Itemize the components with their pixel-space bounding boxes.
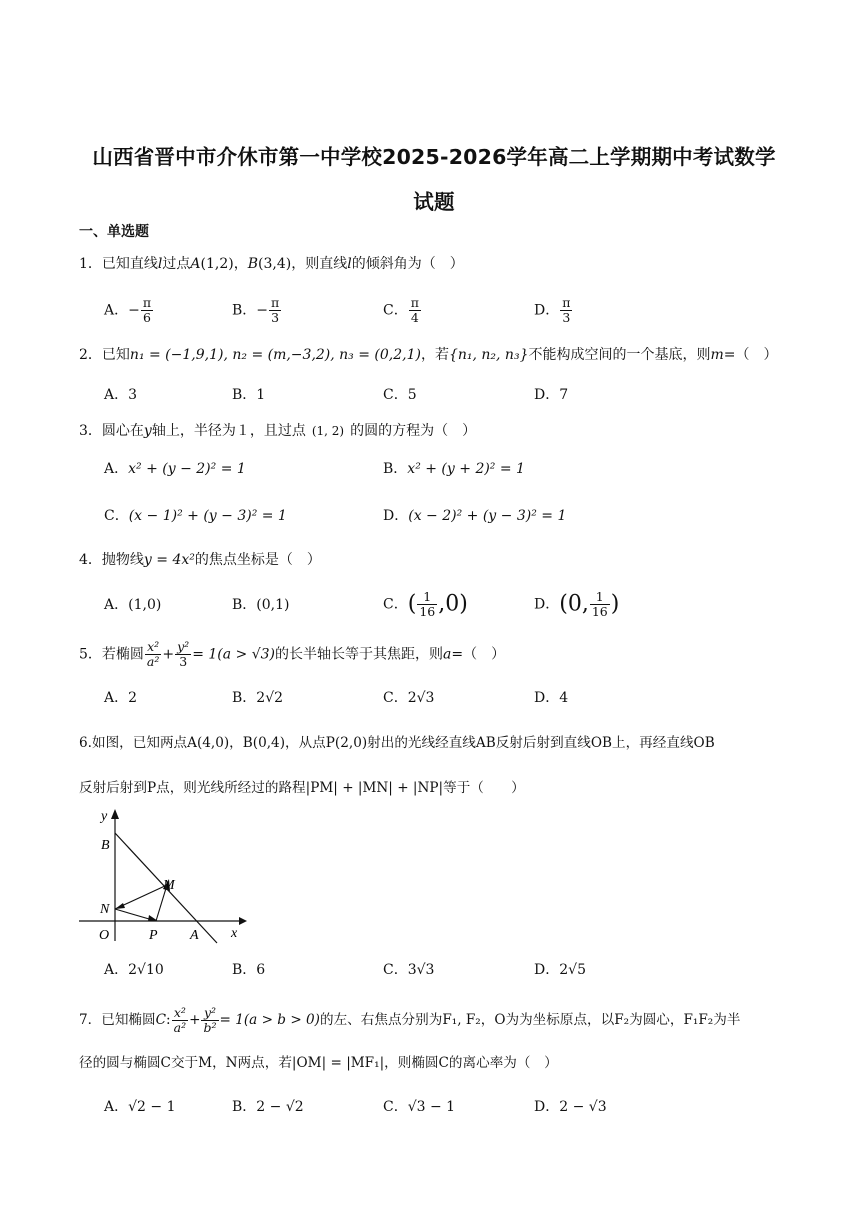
q7-option-a[interactable] [104, 1097, 176, 1117]
paren: ) [610, 591, 620, 617]
q5-option-d[interactable] [534, 688, 568, 708]
q5-text: =（ ） [451, 646, 506, 663]
question-5: 5．若椭圆 $\frac{\text{x²}}{\text{a²}}$ + $\frac{\text{y²}}{3}$ = 1(a > √3)的长半轴长等于其焦距，则a=（ ） [79, 639, 506, 669]
q1-option-d[interactable] [534, 296, 573, 325]
option-label: A． [104, 461, 129, 477]
denominator: 16 [419, 604, 436, 619]
option-sign: − [256, 302, 269, 319]
denominator: 4 [410, 310, 419, 325]
option-fraction [590, 590, 610, 619]
option-label: B． [232, 1099, 257, 1115]
option-label: C． [383, 387, 408, 403]
q4-text: 抛物线 [101, 552, 144, 568]
option-label: C． [383, 302, 408, 319]
q6-diagram [79, 805, 259, 945]
q7-option-d[interactable] [534, 1097, 607, 1117]
q4-option-a[interactable] [104, 595, 161, 615]
option-value: 2√5 [559, 962, 586, 978]
denominator: a² [173, 1020, 187, 1035]
q3-number: 3． [79, 423, 102, 439]
numerator: y² [177, 639, 190, 654]
q4-equation: y = 4x² [143, 552, 195, 568]
q3-option-a[interactable] [104, 459, 246, 479]
numerator: x² [145, 640, 161, 655]
denominator: a² [146, 654, 160, 669]
q6-number: 6. [79, 735, 92, 751]
question-6-line1 [79, 733, 715, 753]
q2-option-d[interactable] [534, 385, 568, 405]
option-value: (1,0) [128, 597, 162, 613]
option-label: D． [534, 1099, 560, 1115]
denominator: 6 [142, 310, 151, 325]
label-y: y [101, 809, 108, 824]
q6-option-b[interactable] [232, 960, 265, 980]
option-value: 2 − √2 [256, 1099, 304, 1115]
q2-option-c[interactable] [383, 385, 417, 405]
option-value: √2 − 1 [128, 1099, 176, 1115]
q1-var: l [347, 256, 352, 272]
q5-text: 的长半轴长等于其焦距，则 [275, 646, 444, 663]
q3-option-c[interactable] [104, 506, 287, 526]
option-value: √3 − 1 [407, 1099, 456, 1115]
numerator: π [142, 295, 152, 310]
label-p: P [149, 928, 158, 943]
option-value: 2√3 [407, 690, 435, 706]
option-fraction [417, 590, 437, 619]
q1-coord: (1,2) [200, 256, 234, 272]
q1-var: l [157, 256, 163, 272]
q5-option-c[interactable] [383, 688, 434, 708]
q5-frac-x [145, 640, 161, 669]
option-fraction [409, 296, 421, 325]
q2-text: 不能构成空间的一个基底，则 [528, 347, 711, 363]
q5-option-b[interactable] [232, 688, 283, 708]
q2-text: 已知 [101, 347, 130, 363]
option-value: 2 [128, 690, 138, 706]
option-label: B． [232, 302, 257, 319]
label-b: B [101, 838, 110, 853]
q3-text: 轴上，半径为１，且过点 [151, 423, 306, 439]
option-label: B． [232, 597, 257, 613]
option-value: 2 − √3 [559, 1099, 607, 1115]
question-3 [79, 421, 476, 441]
q5-number: 5． [79, 646, 102, 663]
q7-frac-x [172, 1006, 188, 1035]
q7-option-b[interactable] [232, 1097, 304, 1117]
option-label: B． [232, 690, 257, 706]
option-value: (x − 1)² + (y − 3)² = 1 [128, 508, 287, 524]
q7-option-c[interactable] [383, 1097, 455, 1117]
q6-option-d[interactable] [534, 960, 586, 980]
question-7-line2: 径的圆与椭圆C交于M，N两点，若|OM| = |MF₁|，则椭圆C的离心率为（ ） [79, 1055, 558, 1071]
question-1 [79, 254, 464, 274]
label-o: O [99, 928, 110, 943]
x-axis-arrow [239, 917, 247, 925]
option-label: C． [383, 690, 408, 706]
option-sign: − [128, 302, 140, 319]
q7-text: 已知椭圆 [101, 1012, 156, 1028]
numerator: x² [172, 1006, 188, 1021]
y-axis-arrow [111, 809, 119, 819]
option-value: 5 [407, 387, 417, 403]
q4-number: 4． [79, 552, 102, 568]
option-fraction [141, 296, 153, 325]
numerator: y² [201, 1006, 218, 1021]
option-label: A． [104, 962, 129, 978]
label-m: M [163, 878, 175, 893]
q5-text: 若椭圆 [101, 646, 144, 663]
option-label: A． [104, 597, 129, 613]
option-value: (0,1) [256, 597, 290, 613]
option-value: 4 [559, 690, 569, 706]
q4-option-b[interactable] [232, 595, 290, 615]
section-heading: 一、单选题 [79, 224, 149, 240]
q7-number: 7． [79, 1012, 102, 1028]
label-x: x [231, 926, 238, 941]
q1-text: 过点 [162, 256, 191, 272]
exam-title-line2: 试题 [413, 190, 455, 214]
q6-option-c[interactable] [383, 960, 434, 980]
q3-option-b[interactable] [383, 459, 525, 479]
denominator: b² [203, 1020, 217, 1035]
option-label: C． [383, 962, 408, 978]
exam-title-line1: 山西省晋中市介休市第一中学校2025-2026学年高二上学期期中考试数学 [92, 145, 776, 169]
q1-option-b[interactable] [232, 296, 282, 325]
question-6-line2: 反射后射到P点，则光线所经过的路程|PM| + |MN| + |NP|等于（ ） [79, 780, 525, 796]
numerator: π [271, 295, 280, 310]
option-label: B． [383, 461, 408, 477]
label-n: N [100, 902, 110, 917]
q5-condition: = 1(a > √3) [192, 646, 276, 663]
option-value: 7 [559, 387, 569, 403]
option-label: A． [104, 302, 129, 319]
q5-option-a[interactable] [104, 688, 137, 708]
q6-text: 如图，已知两点A(4,0)，B(0,4)，从点P(2,0)射出的光线经直线AB反射后射到直线OB上，再经直线OB [91, 735, 715, 751]
option-value: 6 [256, 962, 266, 978]
label-a: A [190, 928, 199, 943]
denominator: 3 [271, 310, 280, 325]
q2-vector-set: {n₁, n₂, n₃} [448, 347, 529, 363]
q1-text: 的倾斜角为（ ） [351, 256, 464, 272]
q1-text: 已知直线 [101, 256, 158, 272]
option-label: C． [383, 1099, 408, 1115]
q3-var: y [143, 423, 152, 439]
q1-point: A [190, 256, 201, 272]
q3-text: 的圆的方程为（ ） [350, 423, 477, 439]
q2-var: m [710, 347, 724, 363]
q4-option-d[interactable] [534, 590, 619, 619]
q1-option-c[interactable] [383, 296, 422, 325]
option-label: C． [383, 596, 408, 613]
q2-text: =（ ） [723, 347, 778, 363]
paren: ,0) [438, 591, 468, 617]
numerator: 1 [590, 590, 610, 605]
q1-option-a[interactable] [104, 296, 154, 325]
q1-text: ，则直线 [291, 256, 348, 272]
q1-point: B [247, 256, 259, 272]
q2-option-b[interactable] [232, 385, 265, 405]
q4-text: 的焦点坐标是（ ） [194, 552, 321, 568]
option-value: x² + (y − 2)² = 1 [128, 461, 246, 477]
option-value: 3 [128, 387, 138, 403]
numerator: π [562, 295, 571, 310]
option-value: 2√10 [128, 962, 164, 978]
option-fraction [269, 296, 281, 325]
numerator: π [410, 295, 419, 310]
denominator: 3 [562, 310, 571, 325]
q2-option-a[interactable] [104, 385, 137, 405]
option-value: x² + (y + 2)² = 1 [407, 461, 525, 477]
q3-option-d[interactable] [383, 506, 566, 526]
q2-number: 2． [79, 347, 102, 363]
option-label: A． [104, 1099, 129, 1115]
option-fraction [560, 296, 572, 325]
option-label: A． [104, 690, 129, 706]
q1-number: 1． [79, 256, 102, 272]
denominator: 3 [179, 654, 188, 669]
option-label: B． [232, 962, 257, 978]
option-value: 1 [256, 387, 266, 403]
q4-option-c[interactable] [383, 590, 468, 619]
numerator: 1 [417, 590, 437, 605]
option-label: D． [383, 508, 409, 524]
q7-var: C [155, 1012, 167, 1028]
option-label: A． [104, 387, 129, 403]
q5-var: a [443, 646, 452, 663]
q2-text: ，若 [420, 347, 449, 363]
option-value: 3√3 [407, 962, 435, 978]
q1-coord: (3,4) [258, 256, 292, 272]
option-label: D． [534, 690, 560, 706]
option-value: 2√2 [256, 690, 284, 706]
q2-vectors: n₁ = (−1,9,1), n₂ = (m,−3,2), n₃ = (0,2,1) [129, 347, 421, 363]
q5-frac-y [175, 640, 191, 669]
q7-text: 的左、右焦点分别为F₁, F₂，O为为坐标原点，以F₂为圆心，F₁F₂为半 [320, 1012, 741, 1028]
question-7-line1: 7．已知椭圆C: $\frac{\text{x²}}{\text{a²}}$ + $\frac{\text{y²}}{\text{b²}}$ = 1(a > b > 0)的左、右焦点分别为F₁, F₂，O为为坐标原点，以F₂为圆心，F₁F₂为半 [79, 1005, 741, 1035]
paren: ( [407, 591, 417, 617]
q3-point: (1, 2) [311, 424, 345, 438]
option-label: D． [534, 387, 560, 403]
option-label: D． [534, 596, 560, 613]
q7-condition: = 1(a > b > 0) [219, 1012, 320, 1028]
q7-frac-y [201, 1006, 218, 1035]
arrow-mn [115, 903, 125, 909]
option-label: D． [534, 302, 560, 319]
question-2 [79, 345, 778, 365]
q6-option-a[interactable] [104, 960, 164, 980]
option-label: B． [232, 387, 257, 403]
q1-text: ， [233, 256, 248, 272]
question-4 [79, 550, 321, 570]
denominator: 16 [591, 604, 608, 619]
paren: (0, [559, 591, 589, 617]
option-label: C． [104, 508, 129, 524]
option-value: (x − 2)² + (y − 3)² = 1 [408, 508, 567, 524]
q3-text: 圆心在 [101, 423, 144, 439]
option-label: D． [534, 962, 560, 978]
